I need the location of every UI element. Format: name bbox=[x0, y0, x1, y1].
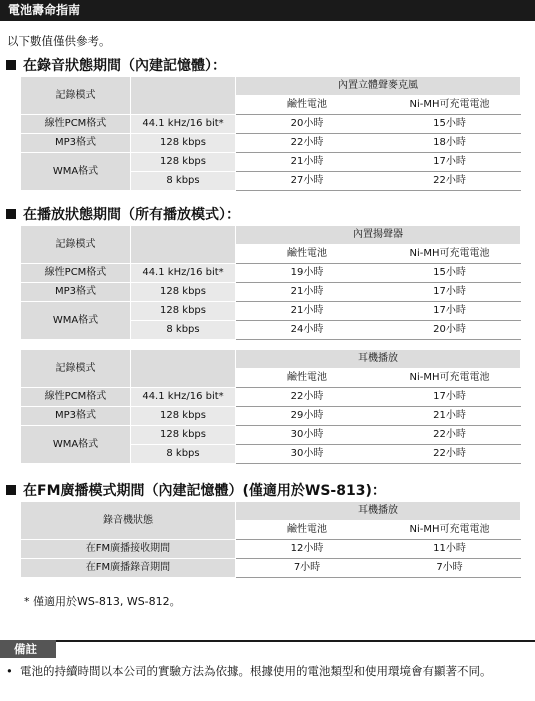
row-label: 線性PCM格式 bbox=[21, 115, 131, 134]
nimh-value: 18小時 bbox=[379, 134, 521, 153]
section-heading-playback bbox=[6, 204, 240, 224]
table-row bbox=[21, 264, 521, 283]
table-row bbox=[21, 559, 521, 578]
nimh-value: 17小時 bbox=[379, 302, 521, 321]
row-sublabel: 128 kbps bbox=[131, 426, 236, 445]
row-sublabel: 128 kbps bbox=[131, 302, 236, 321]
alkaline-value: 27小時 bbox=[236, 172, 379, 191]
table-row bbox=[21, 302, 521, 321]
col-header-alkaline: 鹼性電池 bbox=[236, 245, 379, 264]
group-header: 內置揚聲器 bbox=[236, 226, 521, 245]
row-sublabel: 44.1 kHz/16 bit* bbox=[131, 388, 236, 407]
nimh-value: 21小時 bbox=[379, 407, 521, 426]
mode-header-spacer bbox=[131, 77, 236, 115]
row-sublabel: 8 kbps bbox=[131, 321, 236, 340]
nimh-value: 20小時 bbox=[379, 321, 521, 340]
table-row bbox=[21, 388, 521, 407]
row-label: 在FM廣播錄音期間 bbox=[21, 559, 236, 578]
group-header: 耳機播放 bbox=[236, 350, 521, 369]
note-tag: 備註 bbox=[0, 640, 56, 658]
row-label: MP3格式 bbox=[21, 283, 131, 302]
section-heading-fm bbox=[6, 480, 386, 500]
alkaline-value: 29小時 bbox=[236, 407, 379, 426]
section-heading-label: 在錄音狀態期間（內建記憶體）： bbox=[23, 58, 226, 74]
intro-text: 以下數值僅供參考。 bbox=[7, 34, 111, 48]
col-header-nimh: Ni-MH可充電電池 bbox=[379, 96, 521, 115]
mode-header-spacer bbox=[131, 350, 236, 388]
row-sublabel: 44.1 kHz/16 bit* bbox=[131, 264, 236, 283]
row-label: 線性PCM格式 bbox=[21, 388, 131, 407]
note-divider bbox=[0, 640, 535, 642]
note-item bbox=[6, 663, 526, 679]
earphone-playback-table bbox=[20, 349, 521, 464]
bullet-icon: • bbox=[6, 664, 13, 678]
row-label: MP3格式 bbox=[21, 407, 131, 426]
table-row bbox=[21, 115, 521, 134]
note-body: 電池的持續時間以本公司的實驗方法為依據。根據使用的電池類型和使用環境會有顯著不同。 bbox=[20, 664, 492, 678]
table-row bbox=[21, 283, 521, 302]
row-label: WMA格式 bbox=[21, 426, 131, 464]
row-label: 在FM廣播接收期間 bbox=[21, 540, 236, 559]
col-header-nimh: Ni-MH可充電電池 bbox=[379, 521, 521, 540]
nimh-value: 17小時 bbox=[379, 283, 521, 302]
alkaline-value: 20小時 bbox=[236, 115, 379, 134]
nimh-value: 17小時 bbox=[379, 153, 521, 172]
fm-radio-table bbox=[20, 501, 521, 578]
col-header-alkaline: 鹼性電池 bbox=[236, 521, 379, 540]
recording-battery-table bbox=[20, 76, 521, 191]
speaker-playback-table bbox=[20, 225, 521, 340]
row-sublabel: 128 kbps bbox=[131, 407, 236, 426]
col-header-alkaline: 鹼性電池 bbox=[236, 96, 379, 115]
group-header: 內置立體聲麥克風 bbox=[236, 77, 521, 96]
square-bullet-icon bbox=[6, 60, 16, 70]
mode-header: 錄音機狀態 bbox=[21, 502, 236, 540]
row-label: 線性PCM格式 bbox=[21, 264, 131, 283]
nimh-value: 15小時 bbox=[379, 264, 521, 283]
row-sublabel: 128 kbps bbox=[131, 134, 236, 153]
row-sublabel: 128 kbps bbox=[131, 153, 236, 172]
nimh-value: 7小時 bbox=[379, 559, 521, 578]
table-row bbox=[21, 134, 521, 153]
row-label: WMA格式 bbox=[21, 302, 131, 340]
alkaline-value: 21小時 bbox=[236, 302, 379, 321]
alkaline-value: 21小時 bbox=[236, 283, 379, 302]
col-header-nimh: Ni-MH可充電電池 bbox=[379, 245, 521, 264]
row-label: WMA格式 bbox=[21, 153, 131, 191]
section-heading-recording bbox=[6, 55, 226, 75]
nimh-value: 11小時 bbox=[379, 540, 521, 559]
row-sublabel: 128 kbps bbox=[131, 283, 236, 302]
mode-header: 記錄模式 bbox=[21, 77, 131, 115]
table-row bbox=[21, 540, 521, 559]
square-bullet-icon bbox=[6, 485, 16, 495]
footnote: * 僅適用於WS-813, WS-812。 bbox=[24, 595, 181, 608]
row-sublabel: 44.1 kHz/16 bit* bbox=[131, 115, 236, 134]
alkaline-value: 30小時 bbox=[236, 426, 379, 445]
nimh-value: 22小時 bbox=[379, 172, 521, 191]
table-row bbox=[21, 407, 521, 426]
row-label: MP3格式 bbox=[21, 134, 131, 153]
nimh-value: 22小時 bbox=[379, 445, 521, 464]
alkaline-value: 30小時 bbox=[236, 445, 379, 464]
alkaline-value: 21小時 bbox=[236, 153, 379, 172]
col-header-nimh: Ni-MH可充電電池 bbox=[379, 369, 521, 388]
alkaline-value: 7小時 bbox=[236, 559, 379, 578]
section-heading-label: 在播放狀態期間（所有播放模式）： bbox=[23, 207, 240, 223]
section-heading-label: 在FM廣播模式期間（內建記憶體）(僅適用於WS-813)： bbox=[23, 483, 386, 499]
alkaline-value: 24小時 bbox=[236, 321, 379, 340]
square-bullet-icon bbox=[6, 209, 16, 219]
alkaline-value: 12小時 bbox=[236, 540, 379, 559]
mode-header: 記錄模式 bbox=[21, 226, 131, 264]
mode-header: 記錄模式 bbox=[21, 350, 131, 388]
nimh-value: 17小時 bbox=[379, 388, 521, 407]
table-row bbox=[21, 426, 521, 445]
page-title: 電池壽命指南 bbox=[0, 0, 535, 21]
mode-header-spacer bbox=[131, 226, 236, 264]
alkaline-value: 19小時 bbox=[236, 264, 379, 283]
nimh-value: 15小時 bbox=[379, 115, 521, 134]
alkaline-value: 22小時 bbox=[236, 134, 379, 153]
nimh-value: 22小時 bbox=[379, 426, 521, 445]
alkaline-value: 22小時 bbox=[236, 388, 379, 407]
col-header-alkaline: 鹼性電池 bbox=[236, 369, 379, 388]
table-row bbox=[21, 153, 521, 172]
row-sublabel: 8 kbps bbox=[131, 445, 236, 464]
row-sublabel: 8 kbps bbox=[131, 172, 236, 191]
group-header: 耳機播放 bbox=[236, 502, 521, 521]
